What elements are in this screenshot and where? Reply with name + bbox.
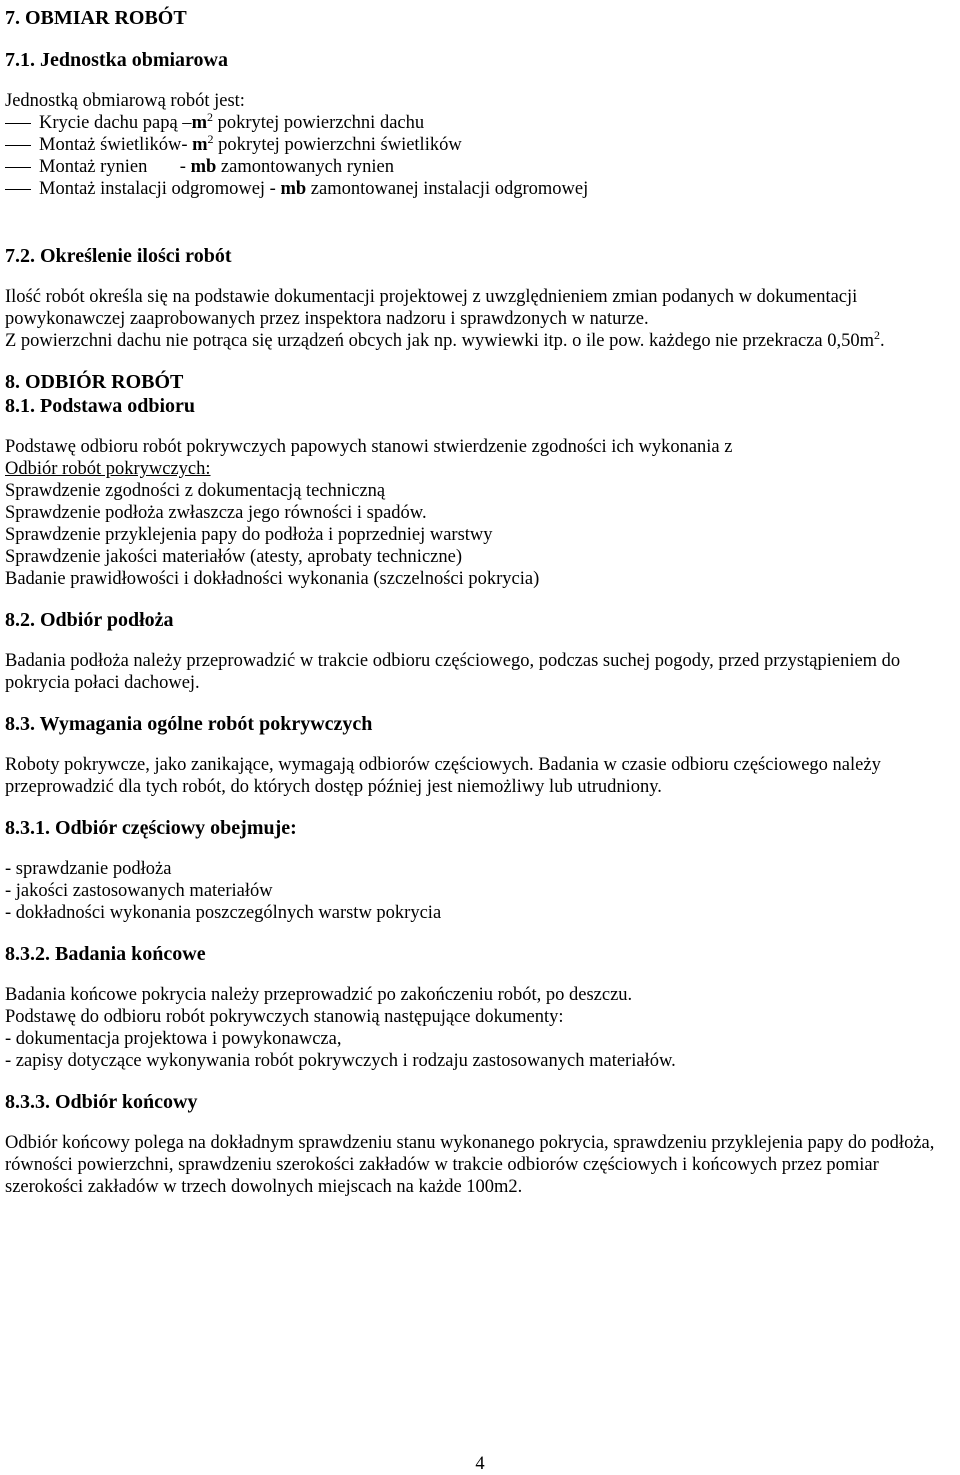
partial-acceptance-line: - dokładności wykonania poszczególnych warstw pokrycia	[5, 903, 442, 923]
acceptance-check-line: Sprawdzenie podłoża zwłaszcza jego równości i spadów.	[5, 503, 427, 523]
acceptance-check-line: Sprawdzenie przyklejenia papy do podłoża i poprzedniej warstwy	[5, 525, 493, 545]
quantity-paragraph: Ilość robót określa się na podstawie dokumentacji projektowej z uwzględnieniem zmian podanych w dokumentacji powykonawczej zaaprobowanych przez inspektora nadzoru i sprawdzonych w naturze.	[5, 287, 858, 329]
final-tests-line: - dokumentacja projektowa i powykonawcza,	[5, 1029, 342, 1049]
partial-acceptance-line: - sprawdzanie podłoża	[5, 859, 172, 879]
section-8-3-heading: 8.3. Wymagania ogólne robót pokrywczych	[5, 713, 373, 735]
document-page	[5, 6, 955, 1198]
final-acceptance-paragraph: Odbiór końcowy polega na dokładnym sprawdzeniu stanu wykonanego pokrycia, sprawdzeniu przyklejenia papy do podłoża, równości powierzchni, sprawdzeniu szerokości zakładów w trakcie odbiorów częściowych i końcowych przez pomiar szerokości zakładów w trzech dowolnych miejscach na każde 100m2.	[5, 1133, 935, 1197]
partial-acceptance-line: - jakości zastosowanych materiałów	[5, 881, 273, 901]
quantity-exclusion-paragraph: Z powierzchni dachu nie potrąca się urządzeń obcych jak np. wywiewki itp. o ile pow. każdego nie przekracza $0,50m^2$.	[5, 328, 885, 351]
section-7-2-heading: 7.2. Określenie ilości robót	[5, 245, 232, 267]
units-list-item: Montaż rynien - mb zamontowanych rynien	[5, 156, 955, 178]
section-8-heading: 8. ODBIÓR ROBÓT	[5, 371, 184, 393]
section-8-1-heading: 8.1. Podstawa odbioru	[5, 395, 196, 417]
section-8-3-2-heading: 8.3.2. Badania końcowe	[5, 943, 206, 965]
units-list	[5, 112, 955, 200]
section-8-2-heading: 8.2. Odbiór podłoża	[5, 609, 174, 631]
acceptance-check-line: Sprawdzenie jakości materiałów (atesty, aprobaty techniczne)	[5, 547, 462, 567]
units-intro: Jednostką obmiarową robót jest:	[5, 91, 245, 111]
units-list-item: Montaż instalacji odgromowej - mb zamontowanej instalacji odgromowej	[5, 178, 955, 200]
units-list-item: Montaż świetlików- $m^2$ pokrytej powierzchni świetlików	[5, 134, 955, 156]
acceptance-subheading: Odbiór robót pokrywczych:	[5, 459, 211, 479]
section-8-3-3-heading: 8.3.3. Odbiór końcowy	[5, 1091, 198, 1113]
acceptance-check-line: Badanie prawidłowości i dokładności wykonania (szczelności pokrycia)	[5, 569, 540, 589]
final-tests-line: Badania końcowe pokrycia należy przeprowadzić po zakończeniu robót, po deszczu.	[5, 985, 633, 1005]
general-requirements-paragraph: Roboty pokrywcze, jako zanikające, wymagają odbiorów częściowych. Badania w czasie odbioru częściowego należy przeprowadzić dla tych robót, do których dostęp później jest niemożliwy lub utrudniony.	[5, 755, 881, 797]
section-7-heading: 7. OBMIAR ROBÓT	[5, 7, 187, 29]
substrate-paragraph: Badania podłoża należy przeprowadzić w trakcie odbioru częściowego, podczas suchej pogody, przed przystąpieniem do pokrycia połaci dachowej.	[5, 651, 901, 693]
final-tests-line: - zapisy dotyczące wykonywania robót pokrywczych i rodzaju zastosowanych materiałów.	[5, 1051, 676, 1071]
final-tests-line: Podstawę do odbioru robót pokrywczych stanowią następujące dokumenty:	[5, 1007, 564, 1027]
section-8-3-1-heading: 8.3.1. Odbiór częściowy obejmuje:	[5, 817, 297, 839]
acceptance-check-line: Sprawdzenie zgodności z dokumentacją techniczną	[5, 481, 386, 501]
section-7-1-heading: 7.1. Jednostka obmiarowa	[5, 49, 228, 71]
acceptance-basis-paragraph: Podstawę odbioru robót pokrywczych papowych stanowi stwierdzenie zgodności ich wykonania z	[5, 437, 733, 457]
units-list-item: Krycie dachu papą $-m^2$ pokrytej powierzchni dachu	[5, 112, 955, 134]
page-number: 4	[475, 1454, 485, 1474]
